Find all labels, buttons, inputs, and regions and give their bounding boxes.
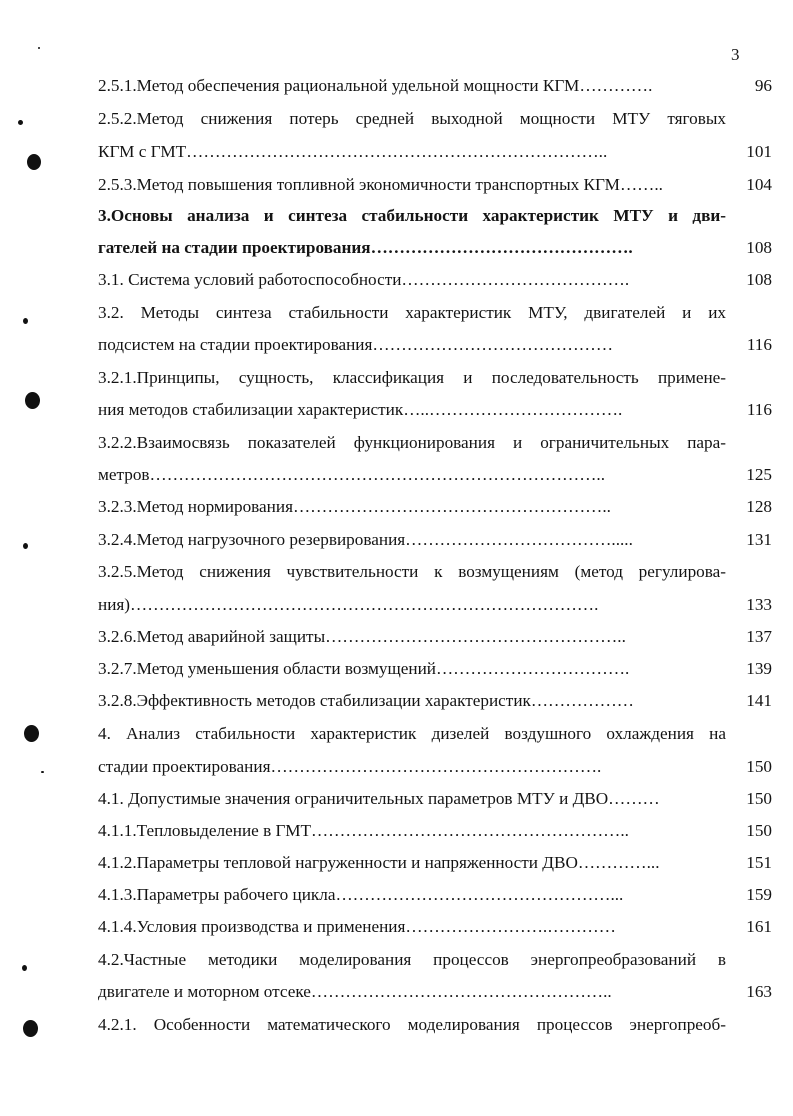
toc-entry-text: 4.1.3.Параметры рабочего цикла…………………………………………... (98, 885, 624, 904)
toc-entry-text: 3.2.8.Эффективность методов стабилизации характеристик……………… (98, 691, 634, 710)
page-number: 3 (731, 45, 740, 64)
toc-page-ref: 96 (754, 76, 772, 95)
toc-page-ref: 150 (746, 789, 772, 808)
toc-page-ref: 150 (746, 757, 772, 776)
scan-spot (18, 120, 23, 125)
toc-entry-text: 3.2.4.Метод нагрузочного резервирования………………………………..... (98, 530, 633, 549)
toc-page-ref: 159 (746, 885, 772, 904)
toc-entry-text: ния)………………………………………………………………………. (98, 595, 599, 614)
toc-entry-text: КГМ с ГМТ……………………………………………………………….. (98, 142, 608, 161)
scan-spot (24, 725, 39, 742)
toc-page-ref: 161 (746, 917, 772, 936)
toc-page-ref: 151 (746, 853, 772, 872)
toc-entry-text: 3.2.3.Метод нормирования……………………………………………….. (98, 497, 611, 516)
toc-entry-text: 4.1.2.Параметры тепловой нагруженности и напряженности ДВО…………... (98, 853, 660, 872)
scan-spot (27, 154, 41, 170)
toc-entry-text: 4. Анализ стабильности характеристик дизелей воздушного охлаждения на (98, 724, 726, 743)
toc-entry-text: 2.5.3.Метод повышения топливной экономичности транспортных КГМ…….. (98, 175, 663, 194)
toc-entry-text: 4.2.Частные методики моделирования процессов энергопреобразований в (98, 950, 726, 969)
toc-page-ref: 108 (746, 238, 772, 257)
toc-entry-text: 3.2.1.Принципы, сущность, классификация и последовательность примене- (98, 368, 726, 387)
scan-spot (25, 392, 40, 409)
toc-entry-text: подсистем на стадии проектирования…………………………………… (98, 335, 614, 354)
scan-spot (23, 543, 28, 549)
toc-entry-text: 4.2.1. Особенности математического моделирования процессов энергопреоб- (98, 1015, 726, 1034)
toc-entry-text: метров…………………………………………………………………….. (98, 465, 605, 484)
toc-entry-text: 3.2.7.Метод уменьшения области возмущений……………………………. (98, 659, 630, 678)
toc-page-ref: 141 (746, 691, 772, 710)
toc-page-ref: 137 (746, 627, 772, 646)
toc-entry-text: 3.2. Методы синтеза стабильности характеристик МТУ, двигателей и их (98, 303, 726, 322)
toc-page-ref: 139 (746, 659, 772, 678)
toc-entry-text: 3.Основы анализа и синтеза стабильности характеристик МТУ и дви- (98, 206, 726, 225)
toc-entry-text: 2.5.2.Метод снижения потерь средней выходной мощности МТУ тяговых (98, 109, 726, 128)
toc-entry-text: 4.1.4.Условия производства и применения…………………….………… (98, 917, 616, 936)
scan-spot (38, 47, 40, 49)
scan-spot (22, 965, 27, 971)
toc-entry-text: 3.2.5.Метод снижения чувствительности к возмущениям (метод регулирова- (98, 562, 726, 581)
toc-page-ref: 116 (746, 335, 772, 354)
toc-page-ref: 125 (746, 465, 772, 484)
toc-page-ref: 116 (746, 400, 772, 419)
toc-page-ref: 101 (746, 142, 772, 161)
scan-spot (41, 771, 44, 773)
toc-page-ref: 131 (746, 530, 772, 549)
toc-page-ref: 133 (746, 595, 772, 614)
toc-entry-text: двигателе и моторном отсеке…………………………………………….. (98, 982, 612, 1001)
toc-entry-text: 4.1.1.Тепловыделение в ГМТ……………………………………………….. (98, 821, 629, 840)
toc-page-ref: 104 (746, 175, 772, 194)
toc-page-ref: 163 (746, 982, 772, 1001)
toc-entry-text: 3.1. Система условий работоспособности…………………………………. (98, 270, 630, 289)
toc-entry-text: гателей на стадии проектирования………………………………………. (98, 238, 633, 257)
toc-entry-text: ния методов стабилизации характеристик…..……………………………. (98, 400, 623, 419)
toc-entry-text: 4.1. Допустимые значения ограничительных параметров МТУ и ДВО……… (98, 789, 660, 808)
toc-entry-text: 2.5.1.Метод обеспечения рациональной удельной мощности КГМ…………. (98, 76, 653, 95)
toc-page-ref: 150 (746, 821, 772, 840)
toc-entry-text: 3.2.6.Метод аварийной защиты…………………………………………….. (98, 627, 626, 646)
toc-entry-text: 3.2.2.Взаимосвязь показателей функционирования и ограничительных пара- (98, 433, 726, 452)
scan-spot (23, 1020, 38, 1037)
toc-page-ref: 128 (746, 497, 772, 516)
toc-entry-text: стадии проектирования…………………………………………………. (98, 757, 602, 776)
scan-spot (23, 318, 28, 324)
toc-page-ref: 108 (746, 270, 772, 289)
